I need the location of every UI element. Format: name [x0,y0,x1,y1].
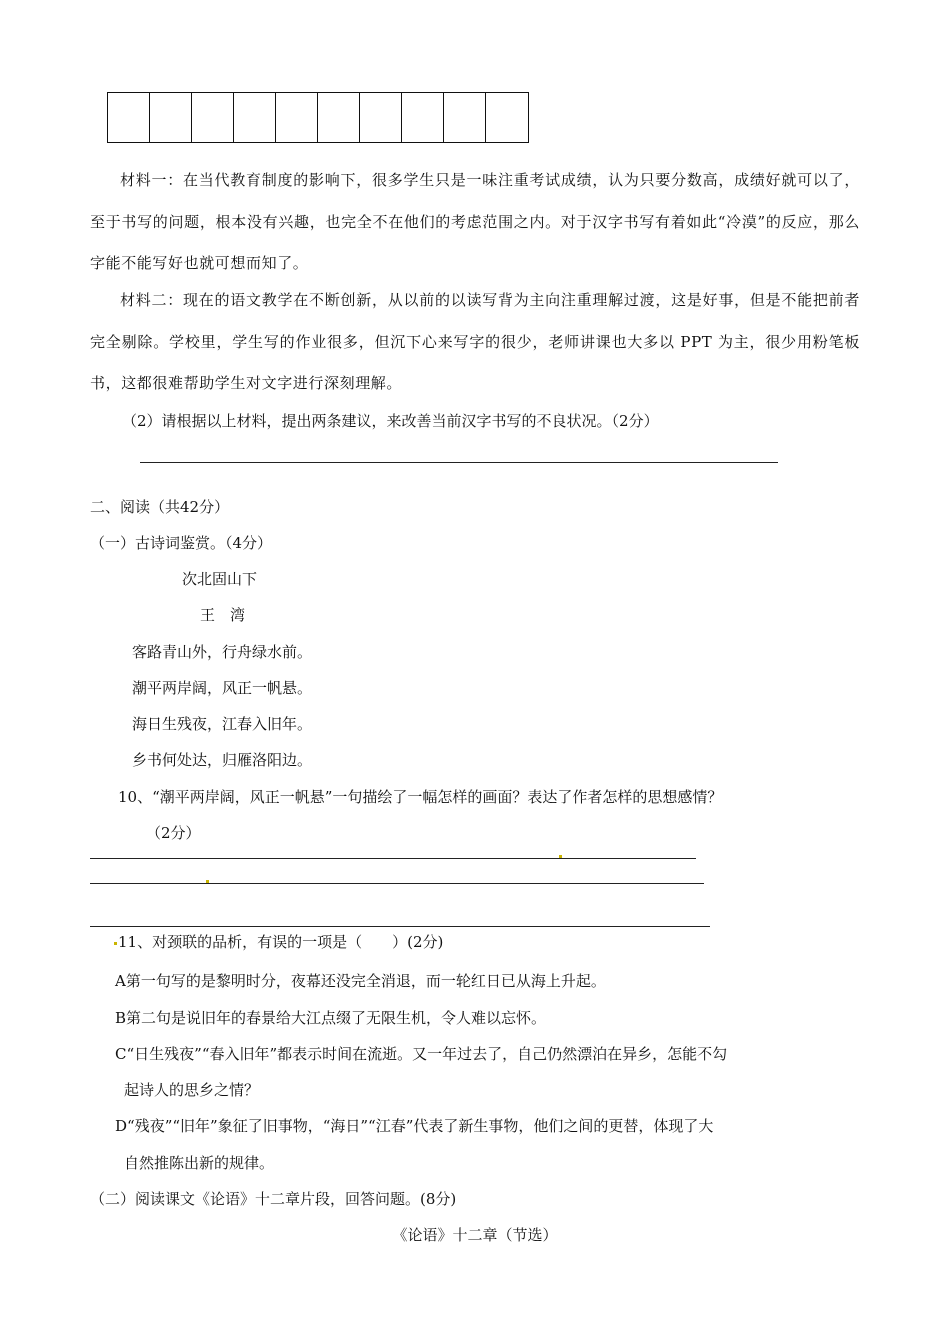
grid-cell[interactable] [402,93,444,142]
part-2-heading: （二）阅读课文《论语》十二章片段，回答问题。(8分) [90,1190,457,1208]
poem-line: 海日生残夜，江春入旧年。 [132,715,313,733]
writing-grid [107,92,529,143]
option-d: D“残夜”“旧年”象征了旧事物，“海日”“江春”代表了新生事物，他们之间的更替，体现了大 [115,1117,714,1135]
grid-cell[interactable] [360,93,402,142]
grid-cell[interactable] [486,93,528,142]
grid-cell[interactable] [444,93,486,142]
grid-cell[interactable] [234,93,276,142]
poem-line: 乡书何处达，归雁洛阳边。 [132,751,313,769]
grid-cell[interactable] [192,93,234,142]
material-one-paragraph: 材料一：在当代教育制度的影响下，很多学生只是一味注重考试成绩，认为只要分数高，成绩好就可以了，至于书写的问题，根本没有兴趣，也完全不在他们的考虑范围之内。对于汉字书写有着如此“冷漠”的反应，那么字能不能写好也就可想而知了。 [90,171,860,272]
section-2-heading: 二、阅读（共42分） [90,498,230,516]
material-two-paragraph: 材料二：现在的语文教学在不断创新，从以前的以读写背为主向注重理解过渡，这是好事，但是不能把前者完全剔除。学校里，学生写的作业很多，但沉下心来写字的很少，老师讲课也大多以 PPT 为主，很少用粉笔板书，这都很难帮助学生对文字进行深刻理解。 [90,291,860,392]
part-1-heading: （一）古诗词鉴赏。（4分） [90,534,273,552]
answer-line-q10[interactable] [90,883,704,884]
option-c-continued: 起诗人的思乡之情？ [124,1081,260,1099]
question-2-prompt: （2）请根据以上材料，提出两条建议，来改善当前汉字书写的不良状况。（2分） [122,412,659,430]
speck-mark [206,880,209,883]
question-11-prompt: 11、对颈联的品析，有误的一项是（ ）(2分) [118,933,444,951]
lunyu-title: 《论语》十二章（节选） [392,1226,558,1244]
question-10-points: （2分） [146,824,201,842]
poem-line: 客路青山外，行舟绿水前。 [132,643,313,661]
option-c: C“日生残夜”“春入旧年”都表示时间在流逝。又一年过去了，自己仍然漂泊在异乡，怎能不勾 [115,1045,728,1063]
poem-line: 潮平两岸阔，风正一帆悬。 [132,679,313,697]
option-a: A第一句写的是黎明时分，夜幕还没完全消退，而一轮红日已从海上升起。 [115,972,606,990]
answer-line-q10[interactable] [90,858,696,859]
grid-cell[interactable] [108,93,150,142]
grid-cell[interactable] [150,93,192,142]
speck-mark [114,942,117,945]
answer-line-q2[interactable] [140,462,778,463]
poem-title: 次北固山下 [182,570,258,588]
option-b: B第二句是说旧年的春景给大江点缀了无限生机，令人难以忘怀。 [115,1009,547,1027]
question-10-prompt: 10、“潮平两岸阔，风正一帆悬”一句描绘了一幅怎样的画面？表达了作者怎样的思想感情？ [118,788,723,806]
grid-cell[interactable] [276,93,318,142]
grid-cell[interactable] [318,93,360,142]
poem-author: 王 湾 [200,606,246,624]
speck-mark [559,855,562,858]
option-d-continued: 自然推陈出新的规律。 [124,1154,275,1172]
answer-line-q10[interactable] [90,926,710,927]
